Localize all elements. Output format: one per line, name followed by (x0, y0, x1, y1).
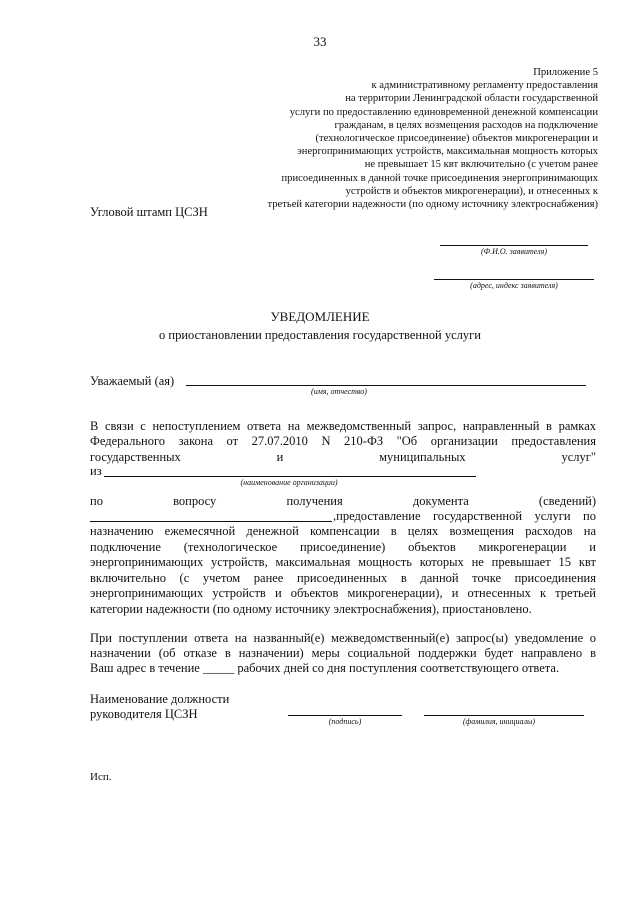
paragraph1-line: ,предоставление государственной услуги по (333, 509, 596, 523)
executor-label: Исп. (90, 771, 112, 783)
paragraph2-suffix: рабочих дней со дня поступления соответствующего ответа. (237, 661, 560, 675)
paragraph1-line: подключение (технологическое присоединение) объектов микрогенерации и (90, 540, 596, 554)
document-name-line[interactable] (90, 521, 332, 522)
position-title: Наименование должности (90, 692, 230, 706)
position-title: руководителя ЦСЗН (90, 707, 198, 721)
signature-caption: (подпись) (328, 717, 362, 726)
annex-line: третьей категории надежности (по одному источнику электроснабжения) (267, 199, 598, 211)
organization-line[interactable] (104, 476, 476, 477)
paragraph1-line: назначению ежемесячной денежной компенсации в целях возмещения расходов на (90, 524, 596, 538)
page-number: 33 (313, 34, 327, 49)
annex-line: энергопринимающих устройств, максимальная мощность которых (297, 146, 598, 158)
annex-line: (технологическое присоединение) объектов микрогенерации и (315, 133, 598, 145)
greeting-name-line[interactable] (186, 385, 586, 386)
paragraph2-line (90, 661, 559, 677)
paragraph2-prefix: Ваш адрес в течение (90, 661, 200, 675)
surname-line[interactable] (424, 715, 584, 716)
applicant-address-line[interactable] (434, 279, 594, 280)
annex-line: Приложение 5 (533, 67, 598, 78)
document-title: УВЕДОМЛЕНИЕ (270, 309, 370, 324)
paragraph1-line: включительно (с учетом ранее присоединенных в данной точке присоединения (90, 571, 596, 585)
paragraph2-line: При поступлении ответа на названный(е) межведомственный(е) запрос(ы) уведомление о (90, 631, 596, 645)
corner-stamp-label: Угловой штамп ЦСЗН (90, 205, 208, 219)
paragraph1-line: из (90, 464, 102, 478)
applicant-name-line[interactable] (440, 245, 588, 246)
days-count-blank[interactable]: _____ (202, 661, 235, 675)
applicant-name-caption: (Ф.И.О. заявителя) (481, 247, 547, 256)
annex-line: на территории Ленинградской области государственной (345, 93, 598, 105)
annex-line: гражданам, в целях возмещения расходов на подключение (334, 119, 598, 131)
paragraph1-line: энергопринимающих устройств, максимальная мощность которых не превышает 15 квт (90, 555, 596, 569)
paragraph1-line: энергопринимающих устройств и объектов микрогенерации), и отнесенных к третьей (90, 586, 596, 600)
organization-caption: (наименование организации) (240, 478, 338, 487)
paragraph1-line: категории надежности (по одному источнику электроснабжения), приостановлено. (90, 602, 532, 616)
annex-line: услуги по предоставлению единовременной денежной компенсации (289, 106, 598, 118)
annex-line: устройств и объектов микрогенерации), и отнесенных к (345, 185, 598, 197)
greeting-caption: (имя, отчество) (311, 387, 367, 396)
paragraph1-line: Федерального закона от 27.07.2010 N 210-ФЗ "Об организации предоставления (90, 434, 596, 448)
document-subtitle: о приостановлении предоставления государственной услуги (159, 328, 481, 342)
signature-line[interactable] (288, 715, 402, 716)
annex-header (218, 66, 598, 211)
annex-line: к административному регламенту предоставления (371, 80, 598, 92)
applicant-address-caption: (адрес, индекс заявителя) (470, 281, 558, 290)
surname-caption: (фамилия, инициалы) (462, 717, 536, 726)
annex-line: не превышает 15 квт включительно (с учетом ранее (364, 159, 598, 171)
greeting-label: Уважаемый (ая) (90, 374, 175, 388)
paragraph2-line: назначении (об отказе в назначении) меры социальной поддержки будет направлено в (90, 646, 596, 660)
paragraph1-line: В связи с непоступлением ответа на межведомственный запрос, направленный в рамках (90, 419, 596, 433)
annex-line: присоединенных в данной точке присоединения энергопринимающих (281, 172, 598, 184)
paragraph1-line: по вопросу получения документа (сведений) (90, 494, 596, 508)
paragraph1-line: государственных и муниципальных услуг" (90, 450, 596, 464)
